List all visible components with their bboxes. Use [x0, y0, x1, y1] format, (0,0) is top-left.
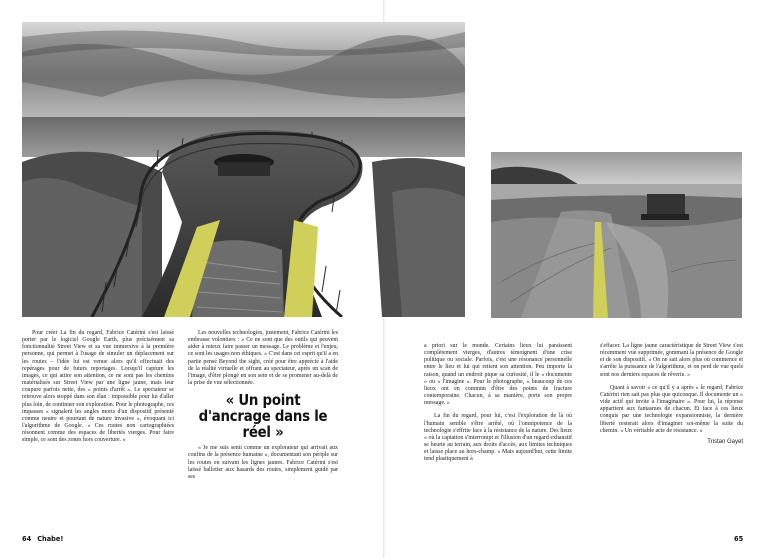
- publication-name: Chabe!: [37, 535, 64, 543]
- photo-viewing-platform: [22, 22, 465, 317]
- paragraph: s'effacer. La ligne jaune caractéristique de Street View s'est récemment vue supprimée, gommant la présence de Google et de son dispositif. « On ne sait alors plus où commence et s'arrête la puissance de l'algorithme, et on perd de vue quels sont nos derniers espaces de rêverie. »: [600, 343, 743, 378]
- author-signature: Tristan Gayet: [707, 438, 743, 445]
- paragraph: Pour créer La fin du regard, Fabrice Catérini s'est laissé porter par le logiciel Google Earth, plus précisément sa fonctionnalité Street View et sa vue immersive à la première personne, qui permet à l'usage de simuler un déplacement sur les routes – l'idée lui est venue alors qu'il effectuait des repérages pour de futurs reportages. Lorsqu'il capture les images, ce qui attire son attention, ce ne sont pas les chemins matérialisés sur Street View par une ligne jaune, mais leur coupure parfois nette, des « points d'arrêt ». Le spectateur se retrouve alors stoppé dans son élan : impossible pour lui d'aller plus loin, de continuer son exploration. Pour le photographe, ces impasses « signalent les angles morts d'un dispositif présenté comme neutre et pourtant de nature invasive », évoquant ici l'algorithme de Google. « Ces routes non cartographiées résonnent comme des espaces de libertés vierges. Pour faire simple, ce sont des zones hors couverture. »: [22, 330, 174, 444]
- paragraph: « Je me suis senti comme un explorateur qui arrivait aux confins de la présence humaine », documentant son périple sur les routes en suivant les lignes jaunes. Fabrice Catérini s'est laissé ballotter aux hasards des routes, simplement guidé par ses: [188, 445, 338, 480]
- folio-left: [22, 535, 63, 543]
- paragraph: a priori sur le monde. Certains lieux lui paraissent complètement vierges, d'autres témoignent d'une crise politique ou sociale. Parfois, c'est une résonance personnelle entre le lieu et lui qui retient son attention. Peu importe la raison, quand un endroit pique sa curiosité, il le « documente » ou « l'imagine ». Pour le photographe, « beaucoup de ces lieux ont en commun d'être des points de fracture contemporaine. Chacun, à sa manière, porte son propre message. »: [424, 343, 572, 407]
- page-number: 64: [22, 535, 32, 543]
- article-column-1: [22, 330, 174, 445]
- article-column-2: [188, 330, 338, 481]
- article-column-3: [424, 343, 572, 464]
- folio-right: [734, 535, 743, 543]
- paragraph: La fin du regard, pour lui, c'est l'exploration de là où l'humain semble s'être arrêté, où l'omnipotence de la technologie s'effrite face à la résistance de la nature. Des lieux « où la captation s'interrompt et l'illusion d'un regard exhaustif se heurte au terrain, aux droits d'accès, aux limites techniques et laisse place au hors-champ. » Mais aujourd'hui, cette limite tend plastiquement à: [424, 413, 572, 463]
- paragraph: Les nouvelles technologies, justement, Fabrice Catérini les embrasse volontiers : « Ce ne sont que des outils qui peuvent aider à mieux faire passer un message. Le problème et l'enjeu, ce sont les usages non éthiques. » C'est dans cet esprit qu'il a en partie pensé Beyond the sight, créé pour être apprécié à l'aide de la réalité virtuelle et offrant au spectateur, après un scan de l'image, d'être plongé en son sein et de se promener au-delà de la prise de vue sélectionnée.: [188, 330, 339, 387]
- page-number: 65: [734, 535, 744, 543]
- paragraph: Quant à savoir « ce qu'il y a après » le regard, Fabrice Catérini rien sait pas plus que quiconque. Il documente un « vide actif qui invite à l'imaginaire ». Pour lui, la réponse appartient aux fantasmes de chacun. Et face à ces lieux conquis par une technologie expansionniste, la dernière liberté resterait alors d'imaginer soi-même la suite du chemin. « Un véritable acte de résistance. »: [600, 384, 743, 434]
- pull-quote: « Un point d'ancrage dans le réel »: [198, 391, 328, 442]
- article-column-4: [600, 343, 743, 446]
- photo-dirt-road: [491, 152, 742, 318]
